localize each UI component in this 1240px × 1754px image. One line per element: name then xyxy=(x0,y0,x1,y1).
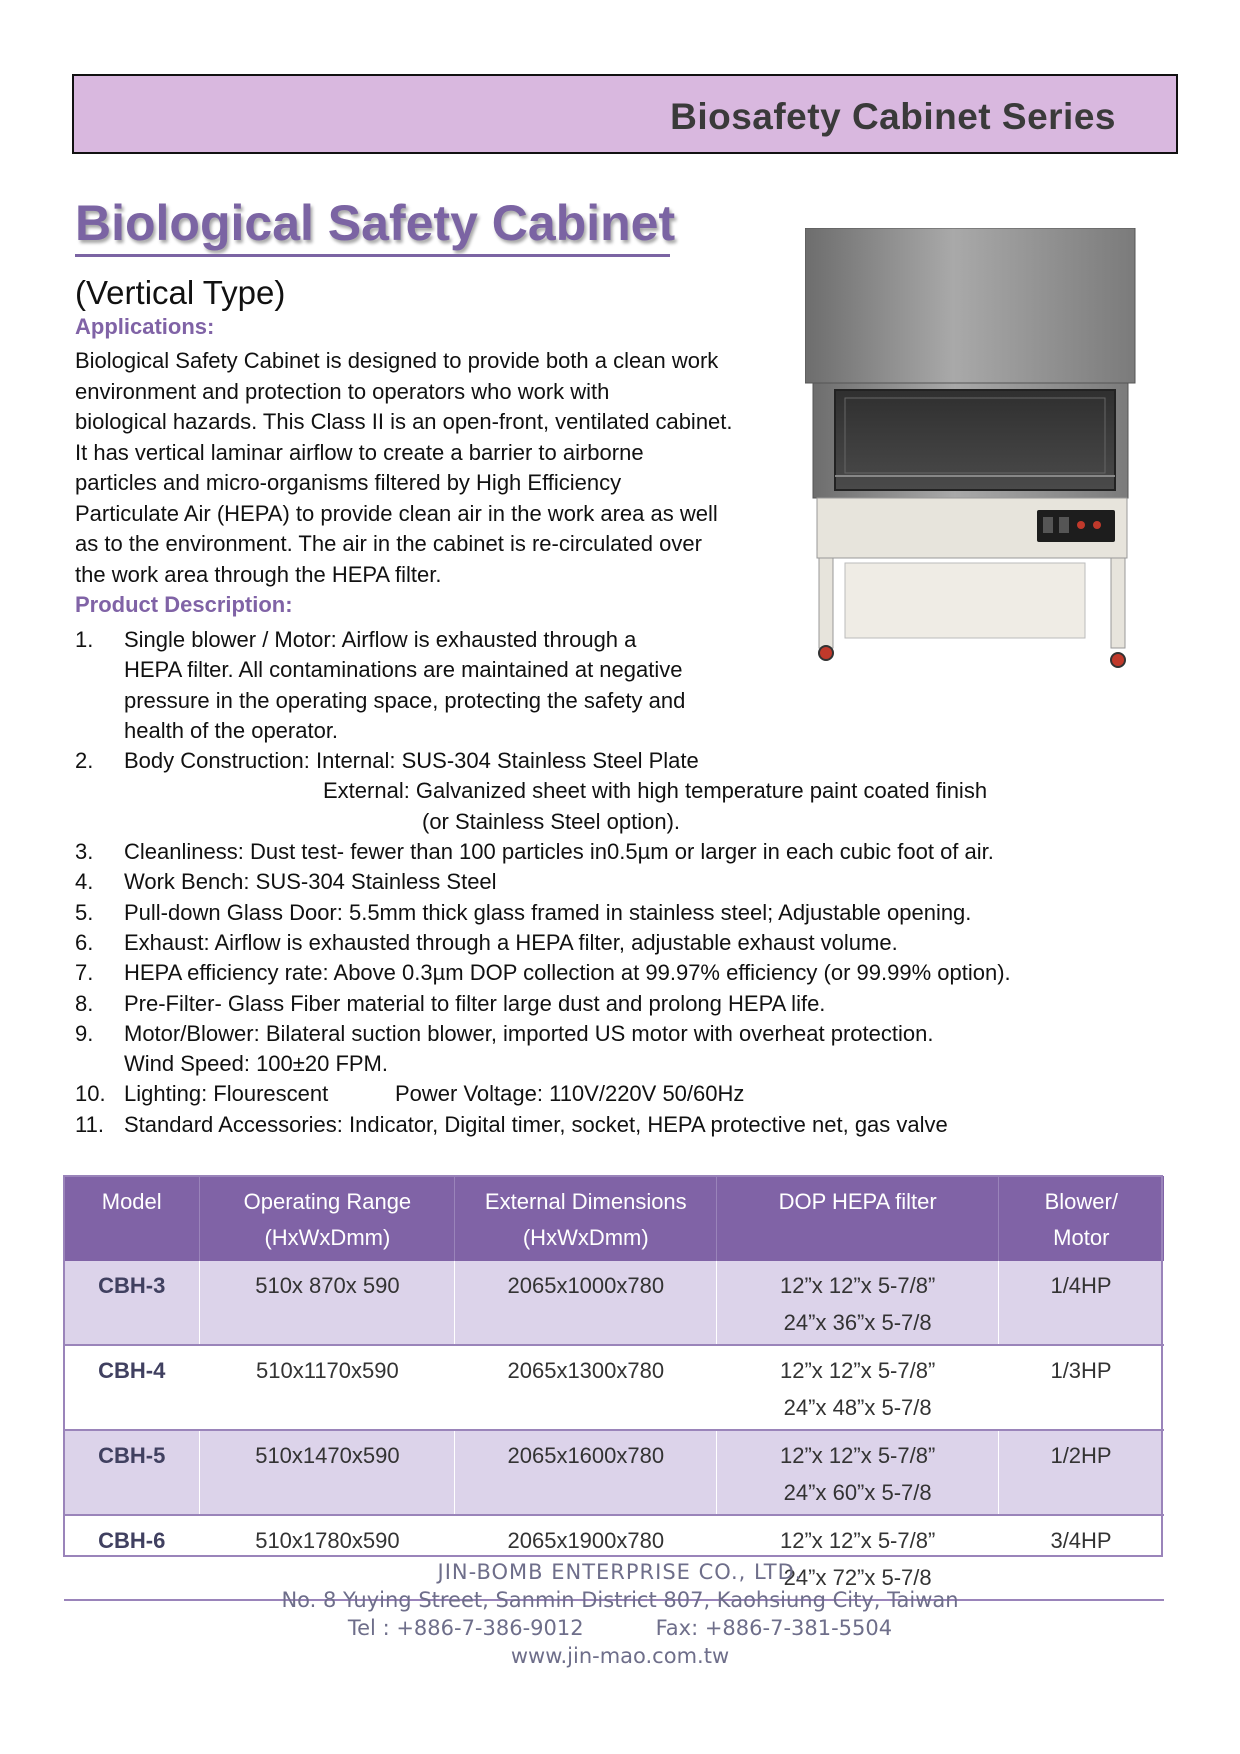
applications-line: Particulate Air (HEPA) to provide clean air in the work area as well xyxy=(75,500,718,526)
cell-filter: 12”x 12”x 5-7/8” 24”x 60”x 5-7/8 xyxy=(717,1430,999,1515)
item-text: Pre-Filter- Glass Fiber material to filter large dust and prolong HEPA life. xyxy=(124,990,826,1016)
item-text: External: Galvanized sheet with high temperature paint coated finish xyxy=(323,778,988,804)
cell-operating: 510x1170x590 xyxy=(200,1345,455,1430)
cell-external: 2065x1000x780 xyxy=(455,1261,717,1345)
applications-line: biological hazards. This Class II is an open-front, ventilated cabinet. xyxy=(75,409,733,434)
item-number: 5. xyxy=(75,899,94,925)
description-heading: Product Description: xyxy=(75,592,293,617)
item-text: (or Stainless Steel option). xyxy=(422,808,681,834)
cell-external: 2065x1300x780 xyxy=(455,1345,717,1430)
list-item xyxy=(75,867,1175,897)
item-text: pressure in the operating space, protecting the safety and xyxy=(124,687,686,713)
contact-line xyxy=(0,1614,1240,1642)
header-model: Model xyxy=(64,1176,200,1261)
applications-text xyxy=(75,346,775,590)
applications-line: as to the environment. The air in the cabinet is re-circulated over xyxy=(75,531,702,556)
item-text: HEPA efficiency rate: Above 0.3µm DOP collection at 99.97% efficiency (or 99.99% option). xyxy=(124,960,1011,986)
cell-model: CBH-5 xyxy=(64,1430,200,1515)
cell-model: CBH-4 xyxy=(64,1345,200,1430)
item-text: Motor/Blower: Bilateral suction blower, imported US motor with overheat protection. xyxy=(124,1020,934,1046)
table-header-row xyxy=(64,1176,1164,1261)
list-item xyxy=(75,807,1175,837)
list-item xyxy=(75,837,1175,867)
item-text: Wind Speed: 100±20 FPM. xyxy=(124,1051,388,1077)
table-row xyxy=(64,1430,1164,1515)
cell-motor: 1/3HP xyxy=(999,1345,1164,1430)
applications-line: the work area through the HEPA filter. xyxy=(75,561,442,587)
item-text: Single blower / Motor: Airflow is exhausted through a xyxy=(124,627,637,652)
cell-filter: 12”x 12”x 5-7/8” 24”x 48”x 5-7/8 xyxy=(717,1345,999,1430)
company-name: JIN-BOMB ENTERPRISE CO., LTD. xyxy=(437,1560,803,1584)
cell-external: 2065x1900x780 xyxy=(455,1515,717,1600)
cell-model: CBH-6 xyxy=(64,1515,200,1600)
list-item xyxy=(75,1110,1175,1140)
header-blower-motor: Blower/ Motor xyxy=(999,1176,1164,1261)
header-external-dimensions: External Dimensions (HxWxDmm) xyxy=(455,1176,717,1261)
list-item xyxy=(75,898,1175,928)
product-title: Biological Safety Cabinet xyxy=(75,195,676,251)
list-item xyxy=(75,1049,1175,1079)
item-number: 9. xyxy=(75,1020,94,1046)
item-text: HEPA filter. All contaminations are maintained at negative xyxy=(124,657,683,683)
header-dop-hepa-filter: DOP HEPA filter xyxy=(717,1176,999,1261)
cell-motor: 1/4HP xyxy=(999,1261,1164,1345)
cell-filter: 12”x 12”x 5-7/8” 24”x 36”x 5-7/8 xyxy=(717,1261,999,1345)
applications-heading: Applications: xyxy=(75,314,215,339)
item-text: Work Bench: SUS-304 Stainless Steel xyxy=(124,869,497,895)
fax-number: Fax: +886-7-381-5504 xyxy=(655,1616,893,1640)
cell-motor: 3/4HP xyxy=(999,1515,1164,1600)
item-number: 1. xyxy=(75,627,94,652)
phone-number: Tel : +886-7-386-9012 xyxy=(347,1616,584,1640)
table-row xyxy=(64,1345,1164,1430)
list-item xyxy=(75,989,1175,1019)
cell-operating: 510x1780x590 xyxy=(200,1515,455,1600)
specs-table xyxy=(64,1176,1164,1601)
series-title: Biosafety Cabinet Series xyxy=(670,96,1116,137)
website-link[interactable]: www.jin-mao.com.tw xyxy=(510,1644,730,1668)
item-text: Exhaust: Airflow is exhausted through a HEPA filter, adjustable exhaust volume. xyxy=(124,929,898,955)
item-text: Cleanliness: Dust test- fewer than 100 particles in0.5µm or larger in each cubic foot of air. xyxy=(124,839,994,865)
item-number: 11. xyxy=(75,1111,104,1137)
cabinet-product-image xyxy=(805,228,1145,668)
company-address: No. 8 Yuying Street, Sanmin District 807, Kaohsiung City, Taiwan xyxy=(281,1588,959,1612)
applications-line: It has vertical laminar airflow to create a barrier to airborne xyxy=(75,439,644,465)
table-row xyxy=(64,1261,1164,1345)
footer xyxy=(0,1558,1240,1670)
cell-filter: 12”x 12”x 5-7/8” 24”x 72”x 5-7/8 xyxy=(717,1515,999,1600)
cell-motor: 1/2HP xyxy=(999,1430,1164,1515)
cell-model: CBH-3 xyxy=(64,1261,200,1345)
list-item xyxy=(75,958,1175,988)
item-text: Body Construction: Internal: SUS-304 Stainless Steel Plate xyxy=(124,748,699,774)
item-text-extra: Power Voltage: 110V/220V 50/60Hz xyxy=(395,1081,745,1107)
item-text: Standard Accessories: Indicator, Digital timer, socket, HEPA protective net, gas valve xyxy=(124,1111,948,1137)
header-operating-range: Operating Range (HxWxDmm) xyxy=(200,1176,455,1261)
applications-line: Biological Safety Cabinet is designed to provide both a clean work xyxy=(75,348,719,373)
list-item xyxy=(75,746,1175,776)
cell-operating: 510x1470x590 xyxy=(200,1430,455,1515)
description-list xyxy=(75,625,1175,1140)
item-text: Pull-down Glass Door: 5.5mm thick glass framed in stainless steel; Adjustable opening. xyxy=(124,899,972,925)
header-band xyxy=(72,74,1178,154)
title-underline xyxy=(75,254,670,257)
list-item xyxy=(75,1019,1175,1049)
list-item xyxy=(75,928,1175,958)
list-item xyxy=(75,686,1175,716)
list-item xyxy=(75,1079,1175,1109)
item-number: 10. xyxy=(75,1081,106,1107)
item-number: 6. xyxy=(75,929,94,955)
applications-line: environment and protection to operators who work with xyxy=(75,378,610,404)
item-text: health of the operator. xyxy=(124,717,339,743)
item-number: 4. xyxy=(75,869,94,895)
cell-operating: 510x 870x 590 xyxy=(200,1261,455,1345)
list-item xyxy=(75,716,1175,746)
applications-line: particles and micro-organisms filtered by High Efficiency xyxy=(75,470,622,495)
item-text: Lighting: Flourescent xyxy=(124,1081,329,1107)
item-number: 8. xyxy=(75,990,94,1016)
product-subtitle: (Vertical Type) xyxy=(75,274,286,311)
item-number: 2. xyxy=(75,748,94,774)
item-number: 3. xyxy=(75,839,94,865)
list-item xyxy=(75,776,1175,806)
cell-external: 2065x1600x780 xyxy=(455,1430,717,1515)
item-number: 7. xyxy=(75,960,94,986)
